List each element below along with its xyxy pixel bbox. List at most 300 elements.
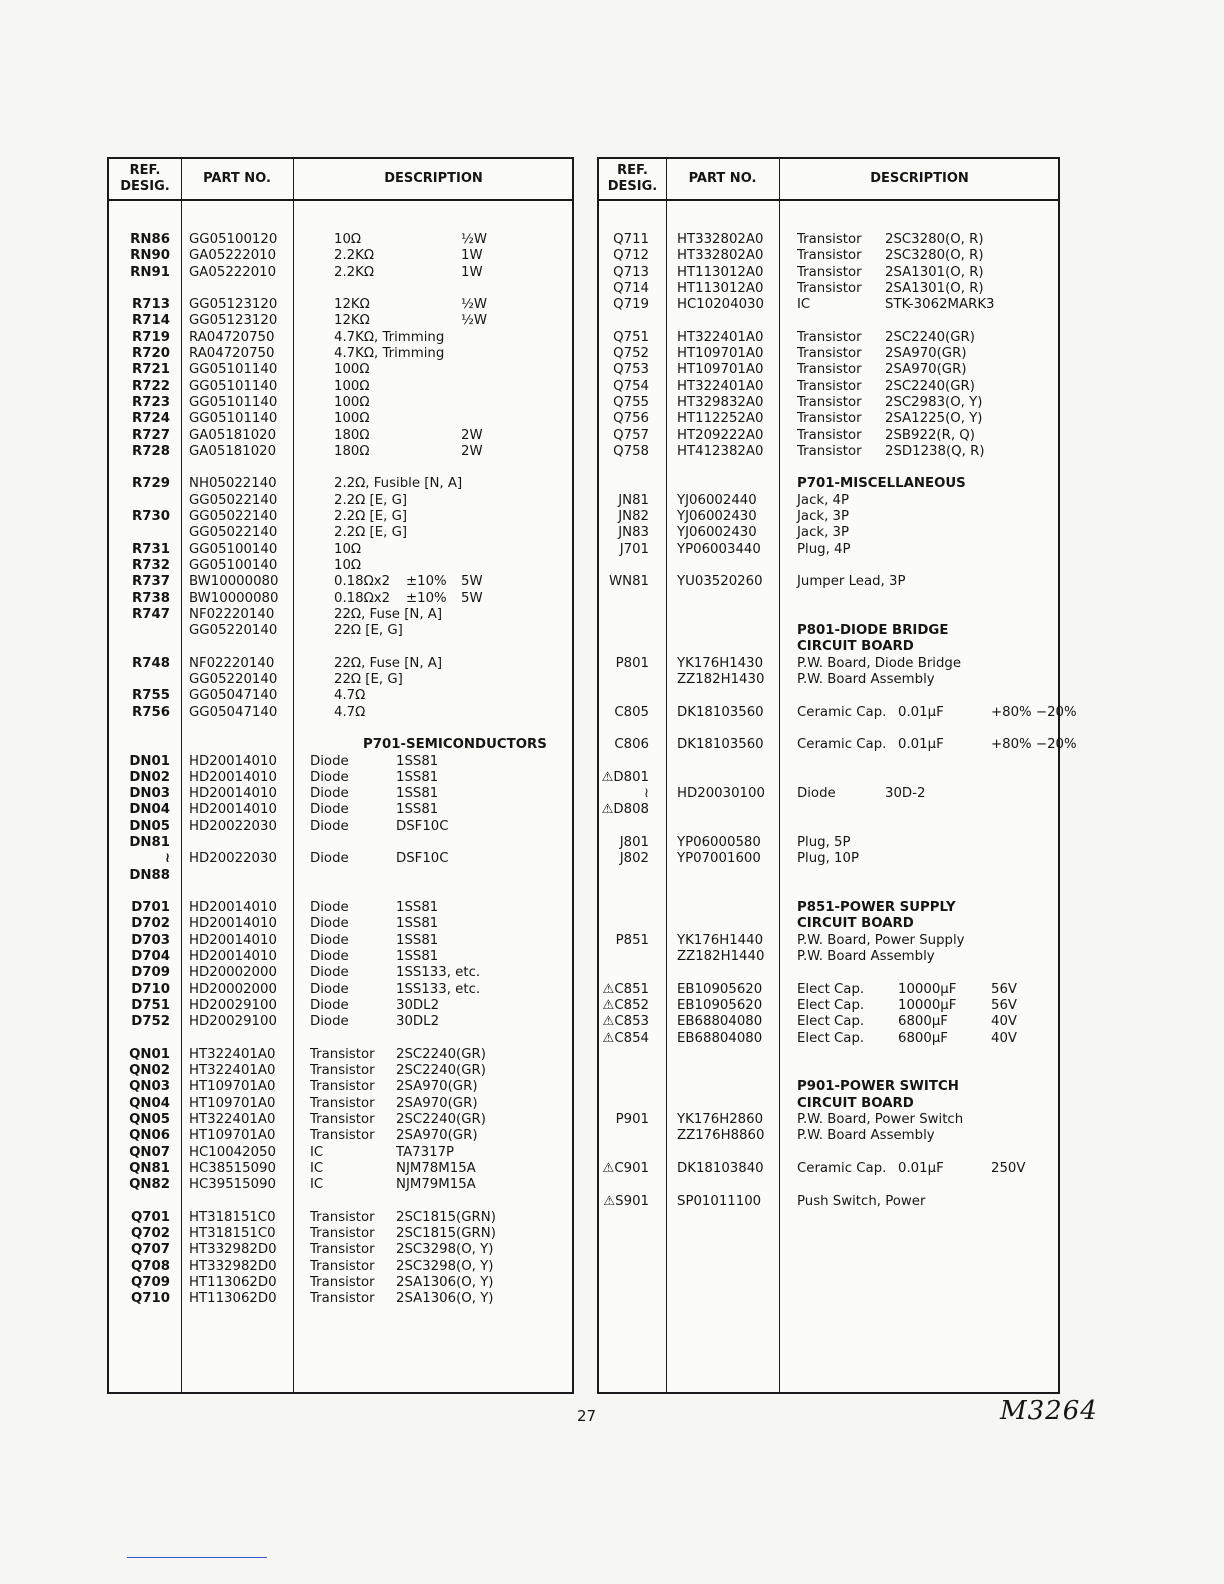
- table-row: [599, 444, 1058, 460]
- ref-desig: DN88: [129, 867, 170, 883]
- part-no: HD20030100: [677, 786, 765, 802]
- description-value: 22Ω, Fuse [N, A]: [334, 606, 443, 622]
- ref-desig: D703: [131, 932, 170, 948]
- description-value: 2.2KΩ: [334, 264, 375, 280]
- component-type: Transistor: [310, 1291, 375, 1307]
- part-no: GG05101140: [189, 378, 278, 394]
- table-row: [109, 1242, 572, 1258]
- part-no: HD20014010: [189, 916, 277, 932]
- table-row: [599, 786, 1058, 802]
- section-title: P851-POWER SUPPLY: [797, 900, 956, 916]
- part-no: GG05100140: [189, 557, 278, 573]
- ref-desig: C806: [614, 737, 649, 753]
- part-no: YK176H1430: [677, 655, 764, 671]
- table-row: [109, 1226, 572, 1242]
- ref-desig: Q707: [130, 1242, 170, 1258]
- description: Elect Cap.: [797, 981, 865, 997]
- table-row: [109, 460, 572, 476]
- table-row: [599, 411, 1058, 427]
- ref-desig: Q751: [613, 329, 649, 345]
- description-value: 12KΩ: [334, 297, 370, 313]
- table-row: [109, 1031, 572, 1047]
- ref-desig: D751: [131, 997, 170, 1013]
- table-row: [109, 1194, 572, 1210]
- part-no: GG05022140: [189, 509, 278, 525]
- description: Ceramic Cap.: [797, 704, 887, 720]
- component-model: DSF10C: [396, 818, 449, 834]
- section-title: CIRCUIT BOARD: [797, 639, 914, 655]
- part-no: HT322401A0: [677, 329, 764, 345]
- ref-desig: D702: [131, 916, 170, 932]
- table-row: [599, 379, 1058, 395]
- description: Elect Cap.: [797, 1014, 865, 1030]
- part-no: HC39515090: [189, 1177, 276, 1193]
- part-no: HD20002000: [189, 981, 277, 997]
- component-type: Transistor: [310, 1046, 375, 1062]
- ref-desig: R714: [132, 313, 170, 329]
- ref-desig: R748: [132, 655, 170, 671]
- component-model: 2SC2240(GR): [396, 1046, 486, 1062]
- ref-desig: Q702: [130, 1226, 170, 1242]
- table-row: [109, 1079, 572, 1095]
- component-model: 1SS81: [396, 932, 439, 948]
- part-no: EB10905620: [677, 997, 763, 1013]
- ref-desig: Q753: [613, 362, 649, 378]
- table-row: [109, 1128, 572, 1144]
- part-no: HD20029100: [189, 1014, 277, 1030]
- part-no: GG05123120: [189, 297, 278, 313]
- description-rating: 5W: [461, 574, 483, 590]
- ref-desig: J801: [619, 834, 649, 850]
- ref-desig: Q714: [613, 280, 649, 296]
- table-row: [109, 998, 572, 1014]
- ref-desig: R728: [132, 443, 170, 459]
- ref-desig: R727: [132, 427, 170, 443]
- description-value: 4.7KΩ, Trimming: [334, 329, 445, 345]
- table-row: [599, 493, 1058, 509]
- description-rating: 1W: [461, 264, 483, 280]
- component-type: Diode: [310, 769, 349, 785]
- ref-desig: RN91: [130, 264, 170, 280]
- component-type: Transistor: [797, 443, 862, 459]
- section-title: P701-MISCELLANEOUS: [797, 476, 966, 492]
- table-row: [109, 802, 572, 818]
- description-value: 4.7Ω: [334, 688, 366, 704]
- ref-desig: Q713: [613, 264, 649, 280]
- ref-desig: QN05: [129, 1112, 170, 1128]
- component-type: Transistor: [797, 362, 862, 378]
- ref-desig: Q710: [130, 1291, 170, 1307]
- handwritten-note: M3264: [1000, 1396, 1098, 1426]
- table-row: [599, 868, 1058, 884]
- ref-desig: R756: [132, 704, 170, 720]
- description-tolerance: ±10%: [406, 590, 447, 606]
- ref-desig: R730: [132, 509, 170, 525]
- rating: 250V: [991, 1160, 1026, 1176]
- ref-desig: R719: [132, 329, 170, 345]
- table-row: [599, 770, 1058, 786]
- part-no: YU03520260: [677, 574, 763, 590]
- component-model: 2SA970(GR): [396, 1095, 478, 1111]
- ref-desig: Q701: [130, 1209, 170, 1225]
- part-no: HT113012A0: [677, 280, 764, 296]
- component-model: 2SC3298(O, Y): [396, 1242, 494, 1258]
- component-type: Diode: [797, 786, 836, 802]
- part-no: HD20014010: [189, 802, 277, 818]
- ref-desig: P801: [615, 655, 649, 671]
- component-type: Transistor: [797, 346, 862, 362]
- part-no: HT113062D0: [189, 1291, 277, 1307]
- ref-desig: DN05: [129, 818, 170, 834]
- component-model: 2SC3298(O, Y): [396, 1258, 494, 1274]
- ref-desig: R747: [132, 606, 170, 622]
- ref-desig: Q755: [613, 394, 649, 410]
- rating: 56V: [991, 981, 1018, 997]
- table-row: [109, 949, 572, 965]
- part-no: GG05101140: [189, 362, 278, 378]
- component-model: 2SA1306(O, Y): [396, 1291, 494, 1307]
- table-row: [109, 379, 572, 395]
- part-no: HT332802A0: [677, 232, 764, 247]
- decorative-line: [127, 1557, 267, 1558]
- table-row: [599, 297, 1058, 313]
- part-no: HT412382A0: [677, 443, 764, 459]
- component-type: Diode: [310, 997, 349, 1013]
- table-row: [109, 770, 572, 786]
- part-no: YP06003440: [677, 541, 761, 557]
- ref-desig: D701: [131, 900, 170, 916]
- component-type: Diode: [310, 916, 349, 932]
- component-model: 2SC1815(GRN): [396, 1209, 496, 1225]
- ref-desig: R723: [132, 394, 170, 410]
- ref-desig: R729: [132, 476, 170, 492]
- table-row: [109, 411, 572, 427]
- value: 10000µF: [898, 981, 957, 997]
- table-row: [109, 313, 572, 329]
- part-no: GG05101140: [189, 394, 278, 410]
- component-model: 30DL2: [396, 1014, 440, 1030]
- part-no: HT332982D0: [189, 1242, 277, 1258]
- component-type: Transistor: [797, 427, 862, 443]
- table-row: [109, 819, 572, 835]
- table-row: [599, 1177, 1058, 1193]
- component-type: Diode: [310, 1014, 349, 1030]
- part-no: HT318151C0: [189, 1226, 276, 1242]
- table-row: [599, 1063, 1058, 1079]
- part-no: GG05047140: [189, 704, 278, 720]
- component-model: 1SS81: [396, 802, 439, 818]
- header-part-no: PART NO.: [203, 171, 271, 186]
- component-model: 30DL2: [396, 997, 440, 1013]
- part-no: HT109701A0: [189, 1095, 276, 1111]
- table-row: [599, 672, 1058, 688]
- part-no: YJ06002430: [677, 509, 757, 525]
- component-model: 2SC2240(GR): [396, 1112, 486, 1128]
- table-row: [599, 802, 1058, 818]
- part-no: ZZ182H1430: [677, 672, 765, 688]
- part-no: GA05222010: [189, 264, 277, 280]
- part-no: GG05100120: [189, 232, 278, 247]
- part-no: GG05101140: [189, 411, 278, 427]
- description-value: 100Ω: [334, 378, 370, 394]
- ref-desig: ⚠D808: [601, 802, 649, 818]
- table-row: [109, 688, 572, 704]
- description-rating: 2W: [461, 443, 483, 459]
- component-type: Transistor: [310, 1063, 375, 1079]
- section-heading-row: [599, 476, 1058, 492]
- description: P.W. Board, Power Switch: [797, 1112, 964, 1128]
- ref-desig: R737: [132, 574, 170, 590]
- component-type: Transistor: [797, 264, 862, 280]
- description: Elect Cap.: [797, 997, 865, 1013]
- left-rows: [109, 232, 572, 1308]
- table-row: [109, 916, 572, 932]
- ref-desig: Q711: [613, 232, 649, 247]
- component-type: Diode: [310, 981, 349, 997]
- part-no: GG05220140: [189, 623, 278, 639]
- part-no: HC38515090: [189, 1160, 276, 1176]
- section-heading-row: [599, 1079, 1058, 1095]
- component-model: 2SA1301(O, R): [885, 264, 984, 280]
- rating: 56V: [991, 997, 1018, 1013]
- component-type: Transistor: [310, 1209, 375, 1225]
- component-type: Transistor: [797, 280, 862, 296]
- component-model: 1SS133, etc.: [396, 981, 481, 997]
- component-model: 2SC2240(GR): [885, 329, 975, 345]
- table-row: [599, 737, 1077, 753]
- description-value: 2.2Ω [E, G]: [334, 509, 408, 525]
- table-row: [599, 265, 1058, 281]
- component-type: Transistor: [797, 248, 862, 264]
- description-value: 12KΩ: [334, 313, 370, 329]
- description-value: 22Ω [E, G]: [334, 672, 403, 688]
- table-row: [109, 1112, 572, 1128]
- ref-desig: ⚠C853: [602, 1014, 649, 1030]
- ref-desig: C805: [614, 704, 649, 720]
- ref-desig: R738: [132, 590, 170, 606]
- description: Jack, 3P: [797, 525, 850, 541]
- table-row: [109, 1145, 572, 1161]
- header-ref-desig: REF. DESIG.: [607, 163, 658, 194]
- ref-desig: Q758: [613, 443, 649, 459]
- ref-desig: R720: [132, 346, 170, 362]
- component-type: IC: [310, 1144, 324, 1160]
- part-no: HD20022030: [189, 851, 277, 867]
- part-no: HD20014010: [189, 769, 277, 785]
- component-model: 2SA970(GR): [396, 1128, 478, 1144]
- part-no: YJ06002430: [677, 525, 757, 541]
- description-value: 180Ω: [334, 443, 370, 459]
- ref-desig: JN81: [618, 492, 649, 508]
- component-model: 1SS81: [396, 786, 439, 802]
- part-no: HT109701A0: [677, 346, 764, 362]
- table-row: [109, 297, 572, 313]
- table-row: [109, 330, 572, 346]
- ref-desig: QN81: [129, 1160, 170, 1176]
- component-type: Transistor: [310, 1242, 375, 1258]
- component-type: Diode: [310, 900, 349, 916]
- table-row: [599, 281, 1058, 297]
- component-model: 2SA970(GR): [885, 346, 967, 362]
- part-no: HT329832A0: [677, 394, 764, 410]
- component-model: 2SA1301(O, R): [885, 280, 984, 296]
- table-row: [109, 1177, 572, 1193]
- table-row: [109, 232, 572, 248]
- table-row: [599, 998, 1058, 1014]
- component-model: 2SA970(GR): [396, 1079, 478, 1095]
- part-no: HT322401A0: [677, 378, 764, 394]
- table-row: [599, 933, 1058, 949]
- description-rating: 1W: [461, 248, 483, 264]
- table-row: [109, 672, 572, 688]
- part-no: HT318151C0: [189, 1209, 276, 1225]
- table-row: [109, 1210, 572, 1226]
- table-row: [599, 428, 1058, 444]
- description-value: 2.2Ω [E, G]: [334, 492, 408, 508]
- rating: 40V: [991, 1030, 1018, 1046]
- table-row: [599, 1031, 1058, 1047]
- section-title: CIRCUIT BOARD: [797, 1095, 914, 1111]
- section-title: P801-DIODE BRIDGE: [797, 623, 949, 639]
- table-row: [599, 525, 1058, 541]
- description-rating: 2W: [461, 427, 483, 443]
- description: Jack, 3P: [797, 509, 850, 525]
- component-type: Transistor: [797, 411, 862, 427]
- description-value: 2.2KΩ: [334, 248, 375, 264]
- ref-desig: Q752: [613, 346, 649, 362]
- table-row: [599, 656, 1058, 672]
- part-no: HD20014010: [189, 932, 277, 948]
- component-model: 2SA1306(O, Y): [396, 1275, 494, 1290]
- ref-desig: DN01: [129, 753, 170, 769]
- part-no: EB68804080: [677, 1014, 763, 1030]
- description-tolerance: ±10%: [406, 574, 447, 590]
- left-parts-table: [107, 157, 574, 1394]
- table-row: [109, 444, 572, 460]
- ref-desig: ≀: [165, 851, 170, 867]
- table-row: [109, 558, 572, 574]
- ref-desig: ⚠C852: [602, 997, 649, 1013]
- table-row: [599, 558, 1058, 574]
- part-no: HT113012A0: [677, 264, 764, 280]
- part-no: HD20029100: [189, 997, 277, 1013]
- component-type: Transistor: [310, 1095, 375, 1111]
- component-type: Transistor: [310, 1275, 375, 1290]
- table-row: [599, 232, 1058, 248]
- component-type: Diode: [310, 932, 349, 948]
- right-parts-table: [597, 157, 1077, 1394]
- section-title: P901-POWER SWITCH: [797, 1079, 959, 1095]
- ref-desig: RN90: [130, 248, 170, 264]
- part-no: EB10905620: [677, 981, 763, 997]
- right-rows: [599, 232, 1077, 1210]
- table-row: [109, 884, 572, 900]
- part-no: HT112252A0: [677, 411, 764, 427]
- component-type: Transistor: [797, 329, 862, 345]
- description-value: 0.18Ωx2: [334, 590, 391, 606]
- component-model: NJM79M15A: [396, 1177, 476, 1193]
- component-type: Transistor: [797, 232, 862, 247]
- part-no: YK176H2860: [677, 1112, 764, 1128]
- description: Plug, 4P: [797, 541, 851, 557]
- description-value: 100Ω: [334, 394, 370, 410]
- component-model: NJM78M15A: [396, 1160, 476, 1176]
- ref-desig: ⚠D801: [601, 769, 649, 785]
- description: P.W. Board Assembly: [797, 949, 935, 965]
- part-no: YP06000580: [677, 834, 761, 850]
- table-row: [599, 509, 1058, 525]
- component-model: 1SS81: [396, 769, 439, 785]
- description: Jack, 4P: [797, 492, 850, 508]
- table-row: [599, 835, 1058, 851]
- table-row: [109, 362, 572, 378]
- component-type: Transistor: [310, 1258, 375, 1274]
- table-row: [109, 1259, 572, 1275]
- ref-desig: QN82: [129, 1177, 170, 1193]
- part-no: HT322401A0: [189, 1112, 276, 1128]
- description-value: 4.7KΩ, Trimming: [334, 346, 445, 362]
- description: Plug, 5P: [797, 834, 851, 850]
- table-row: [599, 362, 1058, 378]
- part-no: HT209222A0: [677, 427, 764, 443]
- table-row: [109, 346, 572, 362]
- description-rating: ½W: [461, 313, 488, 329]
- ref-desig: ≀: [644, 786, 649, 802]
- ref-desig: D709: [131, 965, 170, 981]
- component-type: Transistor: [797, 378, 862, 394]
- description-value: 10Ω: [334, 232, 362, 247]
- table-row: [109, 868, 572, 884]
- ref-desig: QN01: [129, 1046, 170, 1062]
- component-type: IC: [310, 1160, 324, 1176]
- table-row: [599, 542, 1058, 558]
- part-no: HD20014010: [189, 949, 277, 965]
- component-model: 2SC1815(GRN): [396, 1226, 496, 1242]
- table-row: [109, 1096, 572, 1112]
- ref-desig: RN86: [130, 232, 170, 247]
- ref-desig: DN03: [129, 786, 170, 802]
- description: P.W. Board Assembly: [797, 672, 935, 688]
- component-model: 1SS81: [396, 753, 439, 769]
- table-row: [109, 591, 572, 607]
- table-row: [599, 574, 1058, 590]
- part-no: HT332802A0: [677, 248, 764, 264]
- part-no: RA04720750: [189, 329, 275, 345]
- description: Plug, 10P: [797, 851, 859, 867]
- component-model: 2SC2983(O, Y): [885, 394, 983, 410]
- ref-desig: R732: [132, 557, 170, 573]
- component-type: Diode: [310, 786, 349, 802]
- table-row: [599, 460, 1058, 476]
- component-model: 2SB922(R, Q): [885, 427, 975, 443]
- part-no: GA05181020: [189, 443, 277, 459]
- description: Elect Cap.: [797, 1030, 865, 1046]
- ref-desig: QN03: [129, 1079, 170, 1095]
- table-row: [109, 933, 572, 949]
- ref-desig: WN81: [608, 574, 649, 590]
- ref-desig: P901: [615, 1112, 649, 1128]
- part-no: HT109701A0: [189, 1128, 276, 1144]
- part-no: YJ06002440: [677, 492, 757, 508]
- table-row: [599, 965, 1058, 981]
- ref-desig: Q756: [613, 411, 649, 427]
- component-model: STK-3062MARK3: [885, 297, 995, 313]
- table-row: [599, 346, 1058, 362]
- ref-desig: R755: [132, 688, 170, 704]
- part-no: DK18103560: [677, 704, 764, 720]
- ref-desig: D710: [131, 981, 170, 997]
- ref-desig: JN83: [618, 525, 649, 541]
